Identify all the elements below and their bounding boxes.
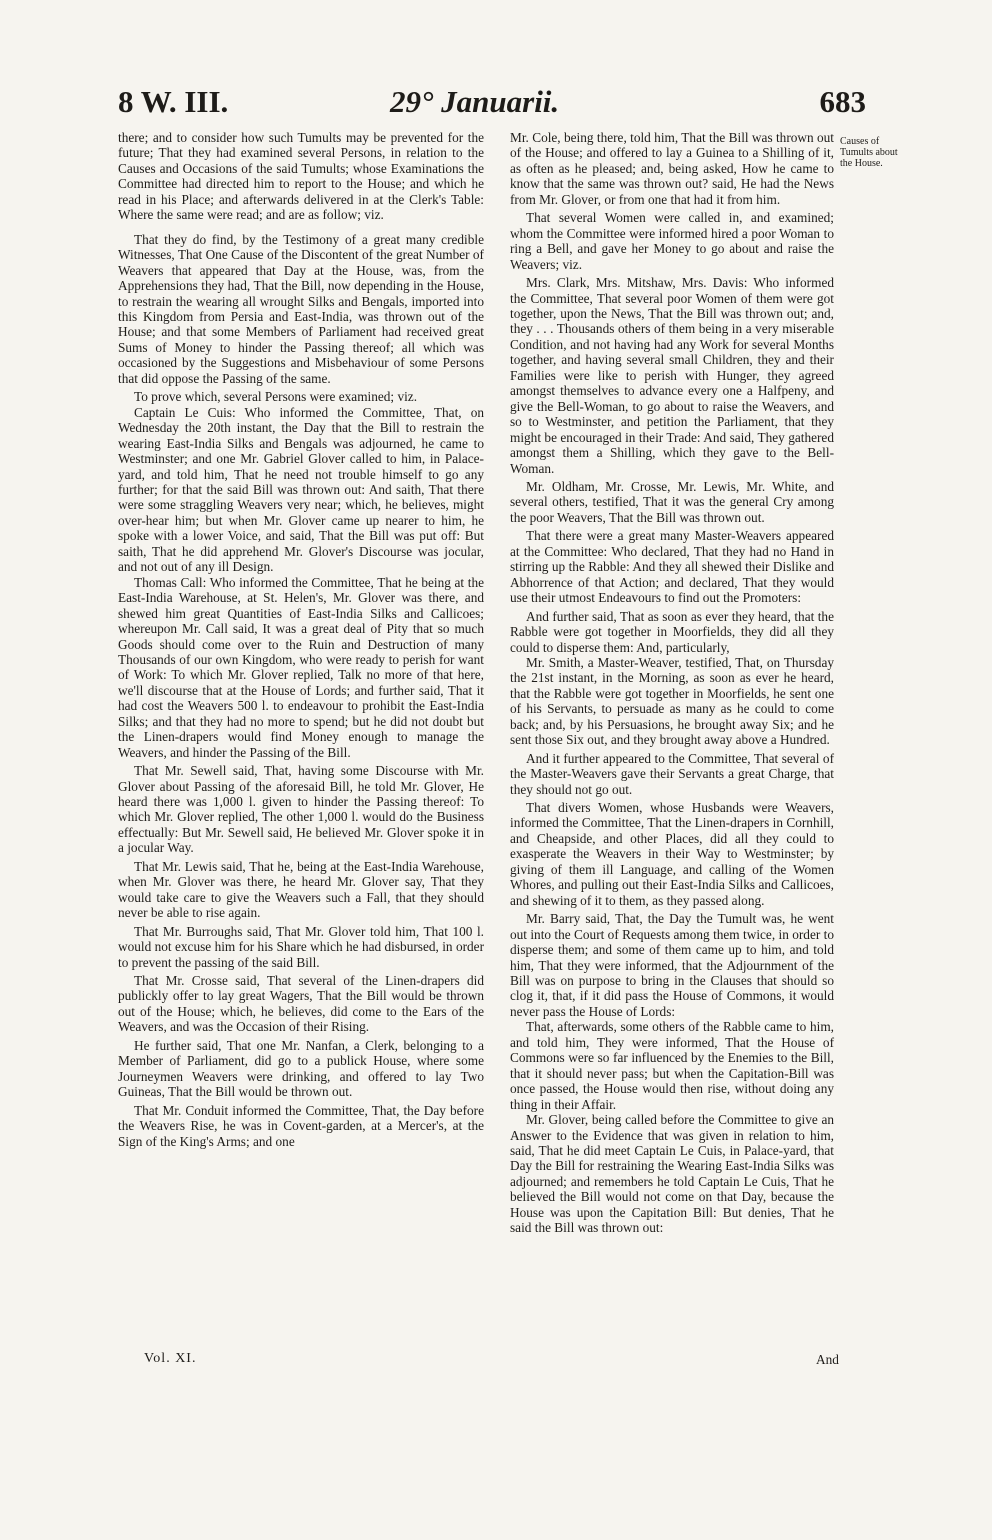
margin-note: Causes of Tumults about the House.	[840, 136, 898, 169]
paragraph: That Mr. Crosse said, That several of the Linen-drapers did publickly offer to lay great Wagers, That the Bill would be thrown out of the House; which, he believes, did come to the Ears of the Weavers, and was the Occasion of their Rising.	[118, 973, 484, 1035]
paragraph: That divers Women, whose Husbands were Weavers, informed the Committee, That the Linen-drapers in Cornhill, and Cheapside, and other Places, did all they could to exasperate the Weavers in their Way to Westminster; by giving of them ill Language, and calling of the Women Whores, and pulling out their East-India Silks and Callicoes, and shewing of it to them, as they passed along.	[510, 800, 834, 908]
paragraph: Thomas Call: Who informed the Committee, That he being at the East-India Warehouse, at St. Helen's, Mr. Glover was there, and shewed him great Quantities of East-India Silks and Callicoes; whereupon Mr. Call said, It was a great deal of Pity that so much Goods should come over to the Ruin and Destruction of many Thousands of our own Kingdom, who were ready to perish for want of Work: To which Mr. Glover replied, Talk no more of that here, we'll discourse that at the House of Lords; and further said, That it had cost the Weavers 500 l. to endeavour to prohibit the East-India Silks; and that they had no more to spend; but he did not doubt but the Linen-drapers would find Money enough to manage the Weavers, and hinder the Passing of the Bill.	[118, 574, 484, 760]
date-heading: 29° Januarii.	[390, 84, 560, 119]
left-column	[118, 130, 484, 1149]
catchword: And	[816, 1352, 839, 1367]
paragraph: That they do find, by the Testimony of a great many credible Witnesses, That One Cause of the Discontent of the great Number of Weavers that appeared that Day at the House, was, from the Apprehensions they had, That the Bill, now depending in the House, to restrain the wearing all wrought Silks and Bengals, imported into this Kingdom from Persia and East-India, was thrown out of the House; and that some Members of Parliament had received great Sums of Money to hinder the Passing thereof; all which was occasioned by the Suggestions and Misbehaviour of some Persons that did oppose the Passing of the same.	[118, 231, 484, 386]
reign-heading: 8 W. III.	[118, 84, 229, 119]
paragraph: Mrs. Clark, Mrs. Mitshaw, Mrs. Davis: Who informed the Committee, That several poor Women of them were got together, upon the News, That the Bill was thrown out; and, they . . . Thousands others of them being in a very miserable Condition, and not having had any Work for several Months together, and having several small Children, they and their Families were like to perish with Hunger, they agreed amongst themselves to advance every one a Halfpeny, and give the Bell-Woman, to go about to raise the Weavers, and so to Westminster, and petition the Parliament, that they might be encouraged in their Trade: And said, They gathered amongst them a Shilling, which they gave to the Bell-Woman.	[510, 275, 834, 476]
paragraph: And further said, That as soon as ever they heard, that the Rabble were got together in Moorfields, they did all they could to disperse them: And, particularly,	[510, 608, 834, 655]
volume-signature: Vol. XI.	[144, 1351, 197, 1366]
paragraph: Mr. Barry said, That, the Day the Tumult was, he went out into the Court of Requests among them twice, in order to disperse them; and some of them came up to him, and told him, That they were informed, that the Adjournment of the Bill was on purpose to bring in the Clauses that should so clog it, that, if it did pass the House of Commons, it would never pass the House of Lords:	[510, 911, 834, 1019]
paragraph: there; and to consider how such Tumults may be prevented for the future; That they had examined several Persons, in relation to the Causes and Occasions of the said Tumults; whose Examinations the Committee had directed him to report to the House; and which he read in his Place; and afterwards delivered in at the Clerk's Table: Where the same were read; and are as follow; viz.	[118, 130, 484, 223]
paragraph: Mr. Cole, being there, told him, That the Bill was thrown out of the House; and offered to lay a Guinea to a Shilling of it, as often as he pleased; and, being asked, How he came to know that the same was thrown out? said, He had the News from Mr. Glover, or from one that had it from him.	[510, 130, 834, 207]
paragraph: Captain Le Cuis: Who informed the Committee, That, on Wednesday the 20th instant, the Day that the Bill to restrain the wearing East-India Silks and Bengals was adjourned, he came to Westminster; and one Mr. Gabriel Glover called to him, in Palace-yard, and told him, That he need not trouble himself to go any further; for that the said Bill was thrown out: And saith, That there were some straggling Weavers very near; which, he believes, might over-hear him; but when Mr. Glover came up nearer to him, he spoke with a lower Voice, and said, That the Bill was put off: But saith, That he did apprehend Mr. Glover's Discourse was jocular, and not out of any ill Design.	[118, 404, 484, 575]
running-header	[118, 84, 866, 124]
paragraph: That Mr. Sewell said, That, having some Discourse with Mr. Glover about Passing of the aforesaid Bill, he told Mr. Glover, He heard there was 1,000 l. given to hinder the Passing thereof: To which Mr. Glover replied, The other 1,000 l. would do the Business effectually: But Mr. Sewell said, He believed Mr. Glover spoke it in a jocular Way.	[118, 763, 484, 856]
paragraph: To prove which, several Persons were examined; viz.	[134, 389, 418, 405]
right-column	[510, 130, 834, 1236]
paragraph: That several Women were called in, and examined; whom the Committee were informed hired a poor Woman to ring a Bell, and gave her Money to go about and raise the Weavers; viz.	[510, 210, 834, 272]
paragraph: Mr. Glover, being called before the Committee to give an Answer to the Evidence that was given in relation to him, said, That he did meet Captain Le Cuis, in Palace-yard, that Day the Bill for restraining the Wearing East-India Silks was adjourned; and remembers he told Captain Le Cuis, That he believed the Bill would not come on that Day, because the House was upon the Capitation Bill: But denies, That he said the Bill was thrown out:	[510, 1112, 834, 1236]
paragraph: That, afterwards, some others of the Rabble came to him, and told him, They were informed, That the House of Commons were so far influenced by the Enemies to the Bill, that it should never pass; but when the Capitation-Bill was once passed, the House would then rise, without doing any thing in their Affair.	[510, 1019, 834, 1112]
paragraph: That Mr. Burroughs said, That Mr. Glover told him, That 100 l. would not excuse him for his Share which he had disbursed, in order to prevent the passing of the said Bill.	[118, 923, 484, 970]
paragraph: That Mr. Lewis said, That he, being at the East-India Warehouse, when Mr. Glover was there, he heard Mr. Glover say, That they would take care to give the Weavers such a Fall, that they should never be able to rise again.	[118, 858, 484, 921]
paragraph: He further said, That one Mr. Nanfan, a Clerk, belonging to a Member of Parliament, did go to a publick House, where some Journeymen Weavers were drinking, and offered to lay Two Guineas, That the Bill would be thrown out.	[118, 1037, 484, 1100]
paragraph: That there were a great many Master-Weavers appeared at the Committee: Who declared, That they had no Hand in stirring up the Rabble: And they all shewed their Dislike and Abhorrence of that Action; and declared, That they would use their utmost Endeavours to find out the Promoters:	[510, 528, 834, 606]
paragraph: Mr. Smith, a Master-Weaver, testified, That, on Thursday the 21st instant, in the Morning, as soon as ever he heard, that the Rabble were got together in Moorfields, he sent one of his Servants, to persuade as many as he could to come back; and, by his Persuasions, he brought away Six; and he sent those Six out, and they brought away above a Hundred.	[510, 654, 834, 748]
paragraph: And it further appeared to the Committee, That several of the Master-Weavers gave their Servants a great Charge, that they should not go out.	[510, 750, 834, 797]
paragraph: That Mr. Conduit informed the Committee, That, the Day before the Weavers Rise, he was in Covent-garden, at a Mercer's, at the Sign of the King's Arms; and one	[118, 1102, 484, 1149]
page-number: 683	[819, 84, 866, 119]
paragraph: Mr. Oldham, Mr. Crosse, Mr. Lewis, Mr. White, and several others, testified, That it was the general Cry among the poor Weavers, That the Bill was thrown out.	[510, 478, 834, 525]
